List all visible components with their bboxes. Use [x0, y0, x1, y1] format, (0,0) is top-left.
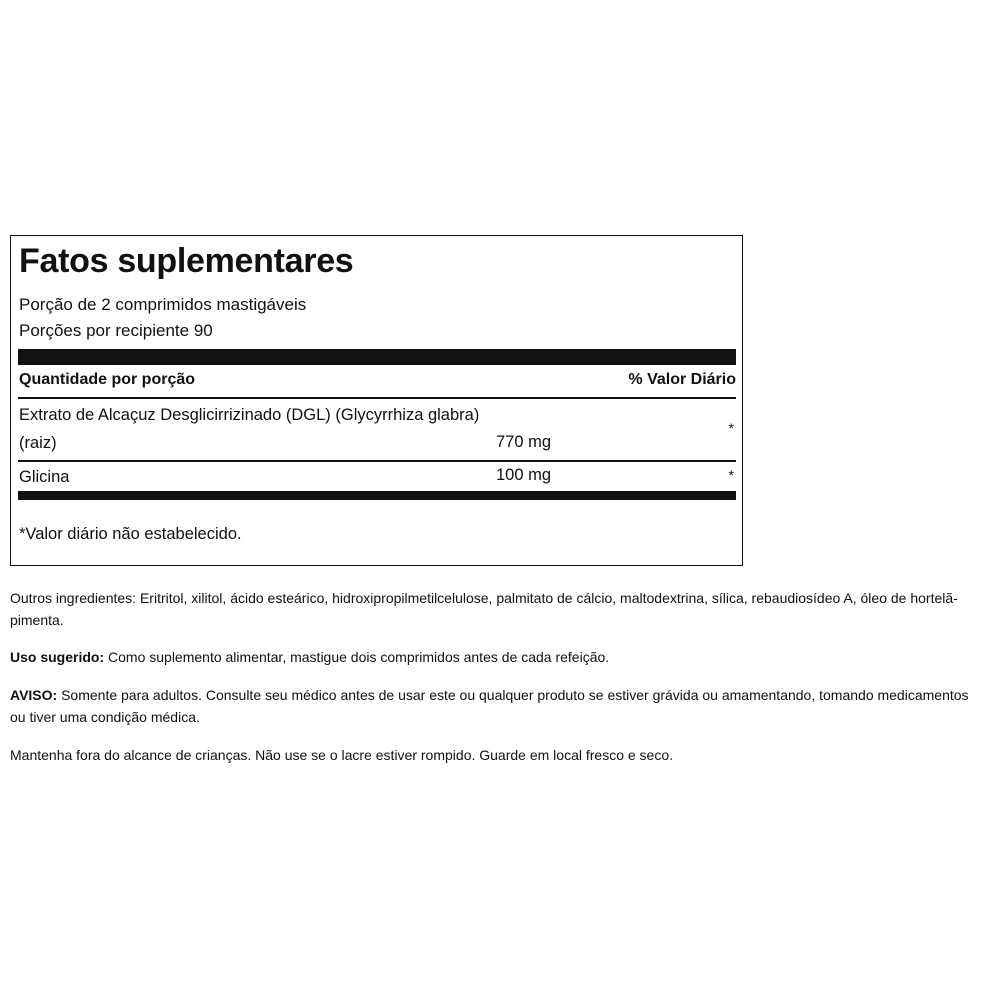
warning — [10, 684, 985, 728]
facts-title: Fatos suplementares — [19, 242, 354, 280]
thick-divider-top — [18, 349, 736, 365]
serving-size: Porção de 2 comprimidos mastigáveis — [19, 295, 307, 314]
ingredient-name: Glicina — [19, 468, 70, 486]
supplement-facts-panel — [10, 235, 743, 566]
divider — [18, 460, 736, 462]
ingredient-daily-value: * — [728, 420, 734, 436]
ingredient-amount: 100 mg — [496, 466, 552, 484]
ingredient-name-continued: (raiz) — [19, 434, 57, 452]
daily-value-header: % Valor Diário — [628, 371, 736, 388]
amount-per-serving-header: Quantidade por porção — [19, 371, 196, 388]
daily-value-footnote: *Valor diário não estabelecido. — [19, 525, 242, 543]
suggested-use-label: Uso sugerido: — [10, 649, 105, 665]
warning-label: AVISO: — [10, 687, 58, 703]
thick-divider-bottom — [18, 491, 736, 500]
divider — [18, 397, 736, 399]
warning-text: Somente para adultos. Consulte seu médico antes de usar este ou qualquer produto se estiver grávida ou amamentando, tomando medicamentos ou tiver uma condição médica. — [10, 687, 969, 725]
suggested-use — [10, 646, 985, 668]
suggested-use-text: Como suplemento alimentar, mastigue dois comprimidos antes de cada refeição. — [104, 649, 610, 665]
servings-per-container: Porções por recipiente 90 — [19, 321, 213, 340]
other-ingredients: Outros ingredientes: Eritritol, xilitol, ácido esteárico, hidroxipropilmetilcelulose, palmitato de cálcio, maltodextrina, sílica, rebaudiosídeo A, óleo de hortelã-pimenta. — [10, 590, 958, 628]
ingredient-daily-value: * — [728, 467, 734, 483]
storage-instructions: Mantenha fora do alcance de crianças. Não use se o lacre estiver rompido. Guarde em local fresco e seco. — [10, 747, 674, 763]
ingredient-name: Extrato de Alcaçuz Desglicirrizinado (DGL) (Glycyrrhiza glabra) — [19, 406, 480, 424]
facts-header-row — [19, 371, 736, 395]
ingredient-amount: 770 mg — [496, 433, 552, 451]
